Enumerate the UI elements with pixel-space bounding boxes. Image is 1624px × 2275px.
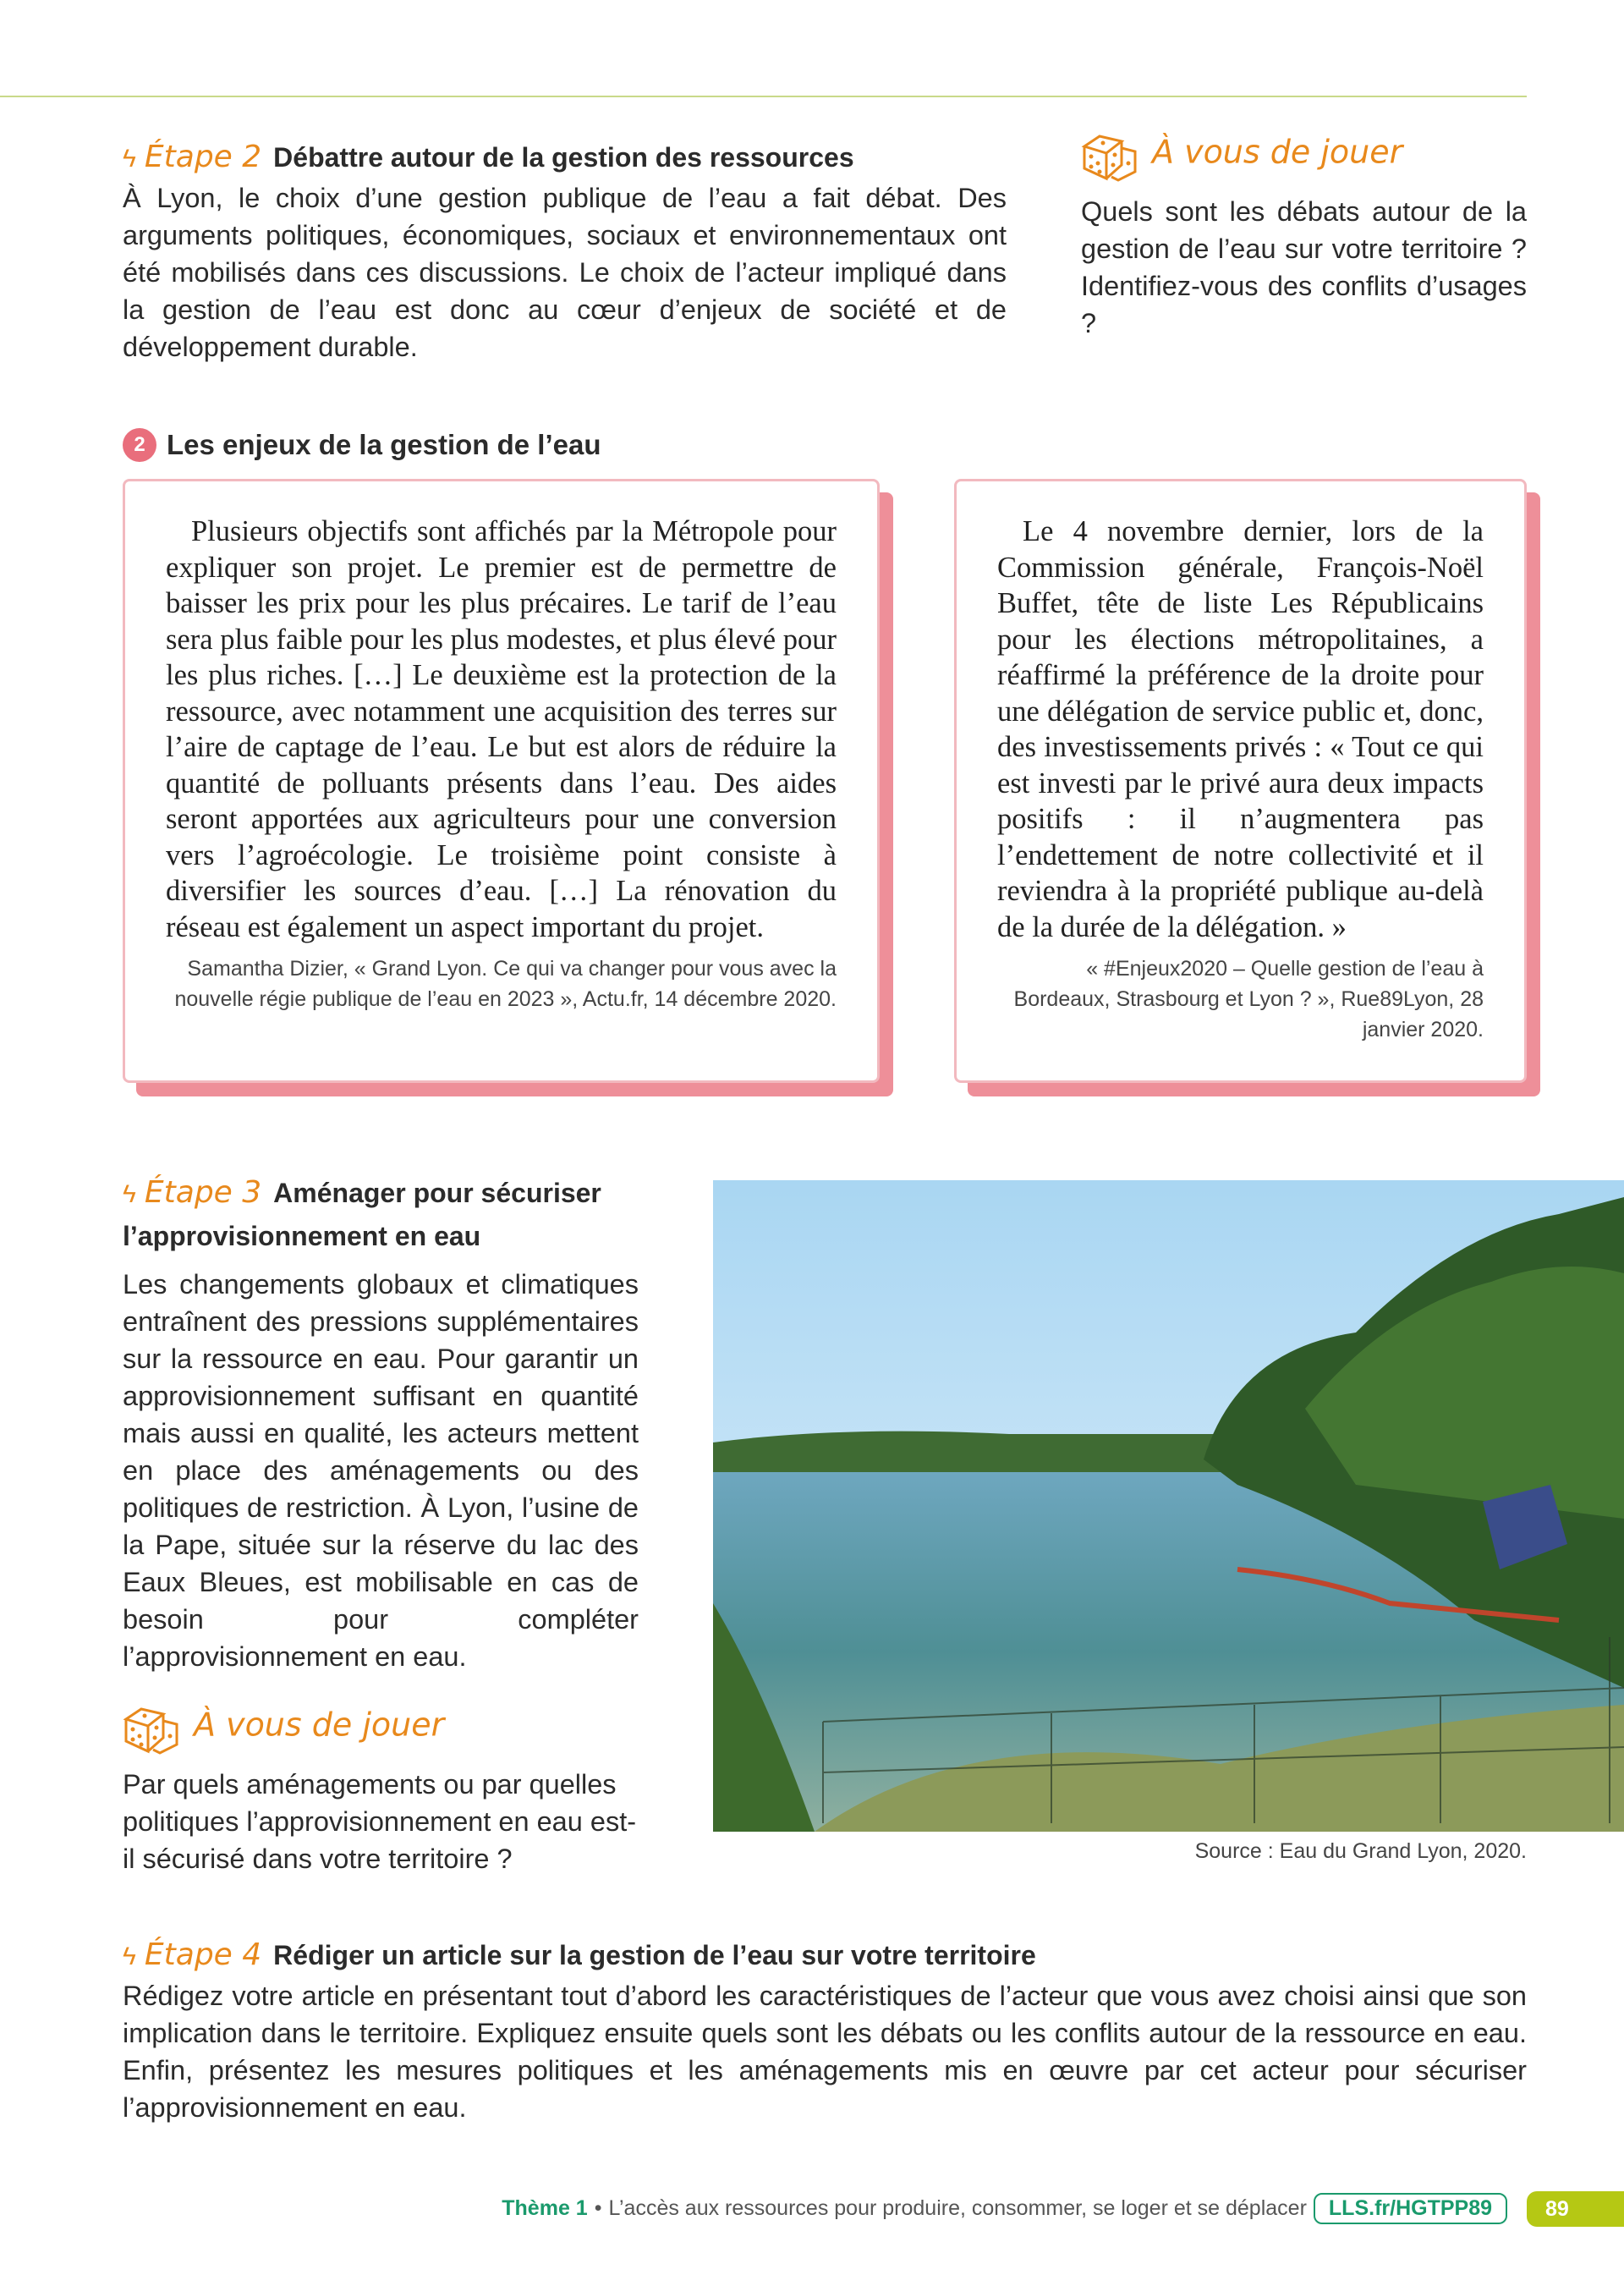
etape4-section [123, 1937, 1527, 2126]
quote2-text: Le 4 novembre dernier, lors de la Commission générale, François-Noël Buffet, tête de liste Les Républicains pour les élections métropolitaines, a réaffirmé la préférence de la droite pour une délégation de service public et, donc, des investissements privés : « Tout ce qui est investi par le privé aura deux impacts positifs : il n’augmentera pas l’endettement de notre collectivité et il reviendra à la propriété publique au-delà de la durée de la délégation. » [997, 515, 1484, 943]
quote2-source: « #Enjeux2020 – Quelle gestion de l’eau à Bordeaux, Strasbourg et Lyon ? », Rue89Lyon, 28 janvier 2020. [1013, 957, 1484, 1041]
etape2-title: Débattre autour de la gestion des ressources [273, 142, 854, 173]
lightning-icon: ϟ [123, 145, 136, 173]
doc2-title: Les enjeux de la gestion de l’eau [167, 429, 601, 460]
lightning-icon: ϟ [123, 1943, 136, 1970]
etape4-text: Rédigez votre article en présentant tout d’abord les caractéristiques de l’acteur que vous avez choisi ainsi que son implication dans le territoire. Expliquez ensuite quels sont les débats ou les conflits autour de la ressource en eau. Enfin, présentez les mesures politiques et les aménagements mis en œuvre par cet acteur pour sécuriser l’approvisionnement en eau. [123, 1981, 1527, 2123]
quote-box-2 [954, 479, 1527, 1083]
doc-number-badge: 2 [123, 428, 156, 462]
etape3-text: Les changements globaux et climatiques entraînent des pressions supplémentaires sur la ressource en eau. Pour garantir un approvisionnement suffisant en quantité mais aussi en qualité, les acteurs mettent en place des aménagements ou des politiques de restriction. À Lyon, l’usine de la Pape, située sur la réserve du lac des Eaux Bleues, est mobilisable en cas de besoin pour compléter l’approvisionnement en eau. [123, 1269, 639, 1672]
quote1-source: Samantha Dizier, « Grand Lyon. Ce qui va changer pour vous avec la nouvelle régie publique de l’eau en 2023 », Actu.fr, 14 décembre 2020. [174, 957, 837, 1011]
etape2-section [123, 140, 1007, 365]
jouer1-title: À vous de jouer [1152, 133, 1403, 171]
dice-icon [123, 1704, 180, 1761]
footer [502, 2191, 1507, 2225]
footer-link[interactable]: LLS.fr/HGTPP89 [1314, 2193, 1507, 2224]
etape3-section [123, 1174, 639, 1877]
etape4-title: Rédiger un article sur la gestion de l’eau sur votre territoire [273, 1940, 1036, 1970]
page-number: 89 [1527, 2191, 1624, 2227]
etape2-text: À Lyon, le choix d’une gestion publique de l’eau a fait débat. Des arguments politiques, économiques, sociaux et environnementaux ont été mobilisés dans ces discussions. Le choix de l’acteur impliqué dans la gestion de l’eau est donc au cœur d’enjeux de société et de développement durable. [123, 183, 1007, 362]
footer-text: L’accès aux ressources pour produire, consommer, se loger et se déplacer [608, 2195, 1307, 2220]
footer-theme: Thème 1 [502, 2195, 588, 2220]
footer-separator: • [594, 2195, 602, 2220]
etape3-title: Aménager pour sécuriser l’approvisionnement en eau [123, 1178, 601, 1251]
jouer2-text: Par quels aménagements ou par quelles politiques l’approvisionnement en eau est-il sécurisé dans votre territoire ? [123, 1769, 637, 1874]
etape3-label: Étape 3 [144, 1175, 262, 1210]
quote1-text: Plusieurs objectifs sont affichés par la Métropole pour expliquer son projet. Le premier est de permettre de baisser les prix pour les plus précaires. Le tarif de l’eau sera plus faible pour les plus modestes, et plus élevé pour les plus riches. […] Le deuxième est la protection de la ressource, avec notamment une acquisition des terres sur l’aire de captage de l’eau. Le but est alors de réduire la quantité de polluants présents dans l’eau. Des aides seront apportées aux agriculteurs pour une conversion vers l’agroécologie. Le troisième point consiste à diversifier les sources d’eau. […] La rénovation du réseau est également un aspect important du projet. [166, 515, 837, 943]
lightning-icon: ϟ [123, 1180, 136, 1208]
photo-caption: Source : Eau du Grand Lyon, 2020. [1194, 1839, 1527, 1863]
lake-photo [713, 1180, 1624, 1832]
etape4-label: Étape 4 [144, 1937, 262, 1972]
quote-box-1 [123, 479, 880, 1083]
jouer1-section [1081, 131, 1527, 342]
doc2-heading [123, 428, 601, 462]
jouer1-text: Quels sont les débats autour de la gestion de l’eau sur votre territoire ? Identifiez-vous des conflits d’usages ? [1081, 196, 1527, 338]
top-rule [0, 96, 1527, 97]
etape2-label: Étape 2 [144, 140, 262, 174]
dice-icon [1081, 131, 1138, 188]
jouer2-title: À vous de jouer [194, 1706, 445, 1744]
